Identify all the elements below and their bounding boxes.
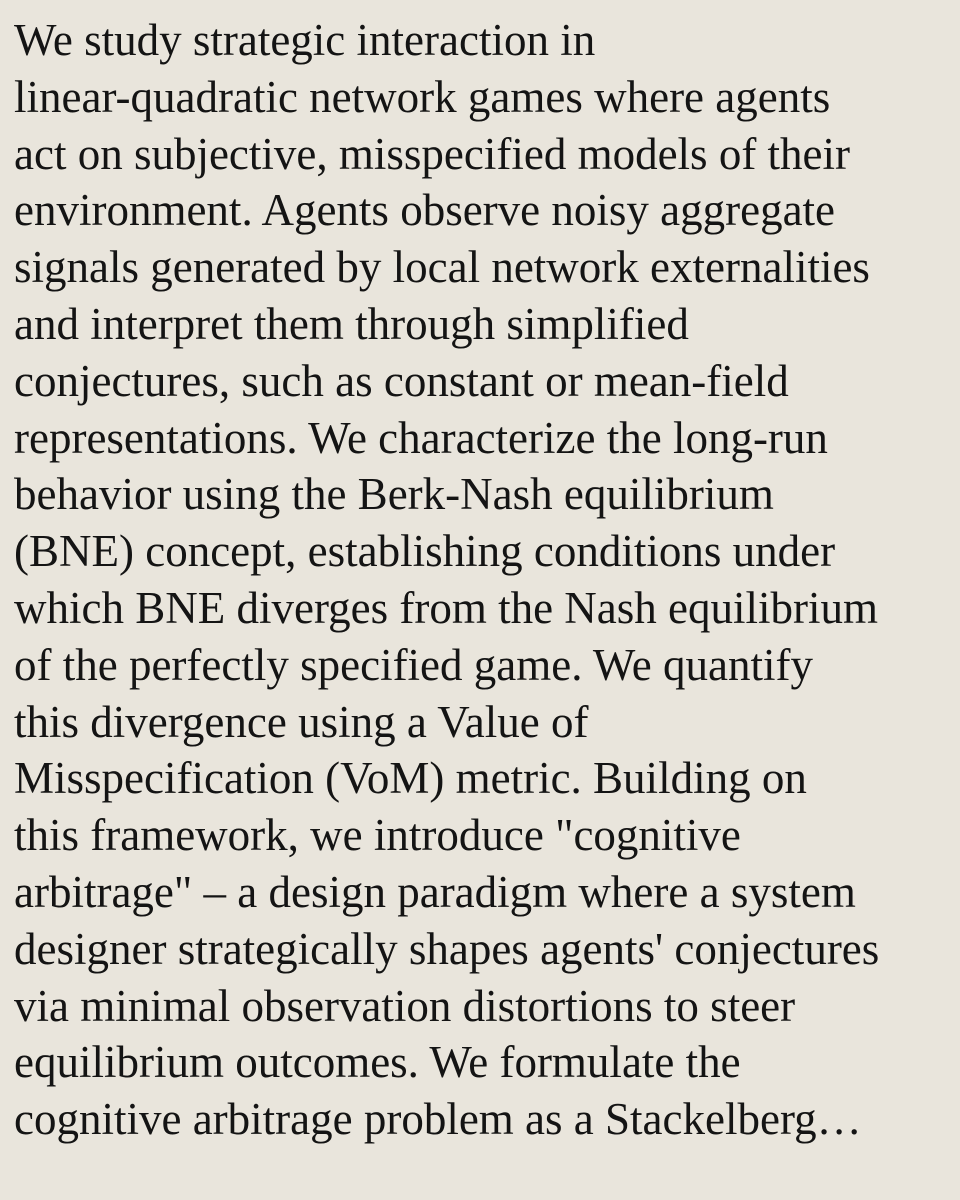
- abstract-line: signals generated by local network externalities: [14, 242, 870, 293]
- abstract-line: of the perfectly specified game. We quantify: [14, 639, 813, 690]
- abstract-line: via minimal observation distortions to steer: [14, 980, 796, 1031]
- abstract-line: linear-quadratic network games where agents: [14, 71, 831, 122]
- abstract-line: cognitive arbitrage problem as a Stackelberg…: [14, 1094, 862, 1145]
- abstract-line: this divergence using a Value of: [14, 696, 589, 747]
- abstract-line: environment. Agents observe noisy aggregate: [14, 185, 836, 236]
- abstract-line: and interpret them through simplified: [14, 298, 689, 349]
- abstract-line: arbitrage" – a design paradigm where a system: [14, 866, 856, 917]
- abstract-line: (BNE) concept, establishing conditions under: [14, 526, 836, 577]
- abstract-line: act on subjective, misspecified models of their: [14, 128, 851, 179]
- abstract-line: conjectures, such as constant or mean-field: [14, 355, 789, 406]
- abstract-line: We study strategic interaction in: [14, 15, 596, 65]
- abstract-line: this framework, we introduce "cognitive: [14, 810, 741, 861]
- abstract-line: which BNE diverges from the Nash equilibrium: [14, 582, 879, 633]
- abstract-line: representations. We characterize the long-run: [14, 412, 828, 463]
- abstract-line: behavior using the Berk-Nash equilibrium: [14, 469, 774, 520]
- abstract-line: designer strategically shapes agents' conjectures: [14, 923, 880, 974]
- abstract-line: Misspecification (VoM) metric. Building on: [14, 753, 807, 804]
- abstract-line: equilibrium outcomes. We formulate the: [14, 1037, 741, 1088]
